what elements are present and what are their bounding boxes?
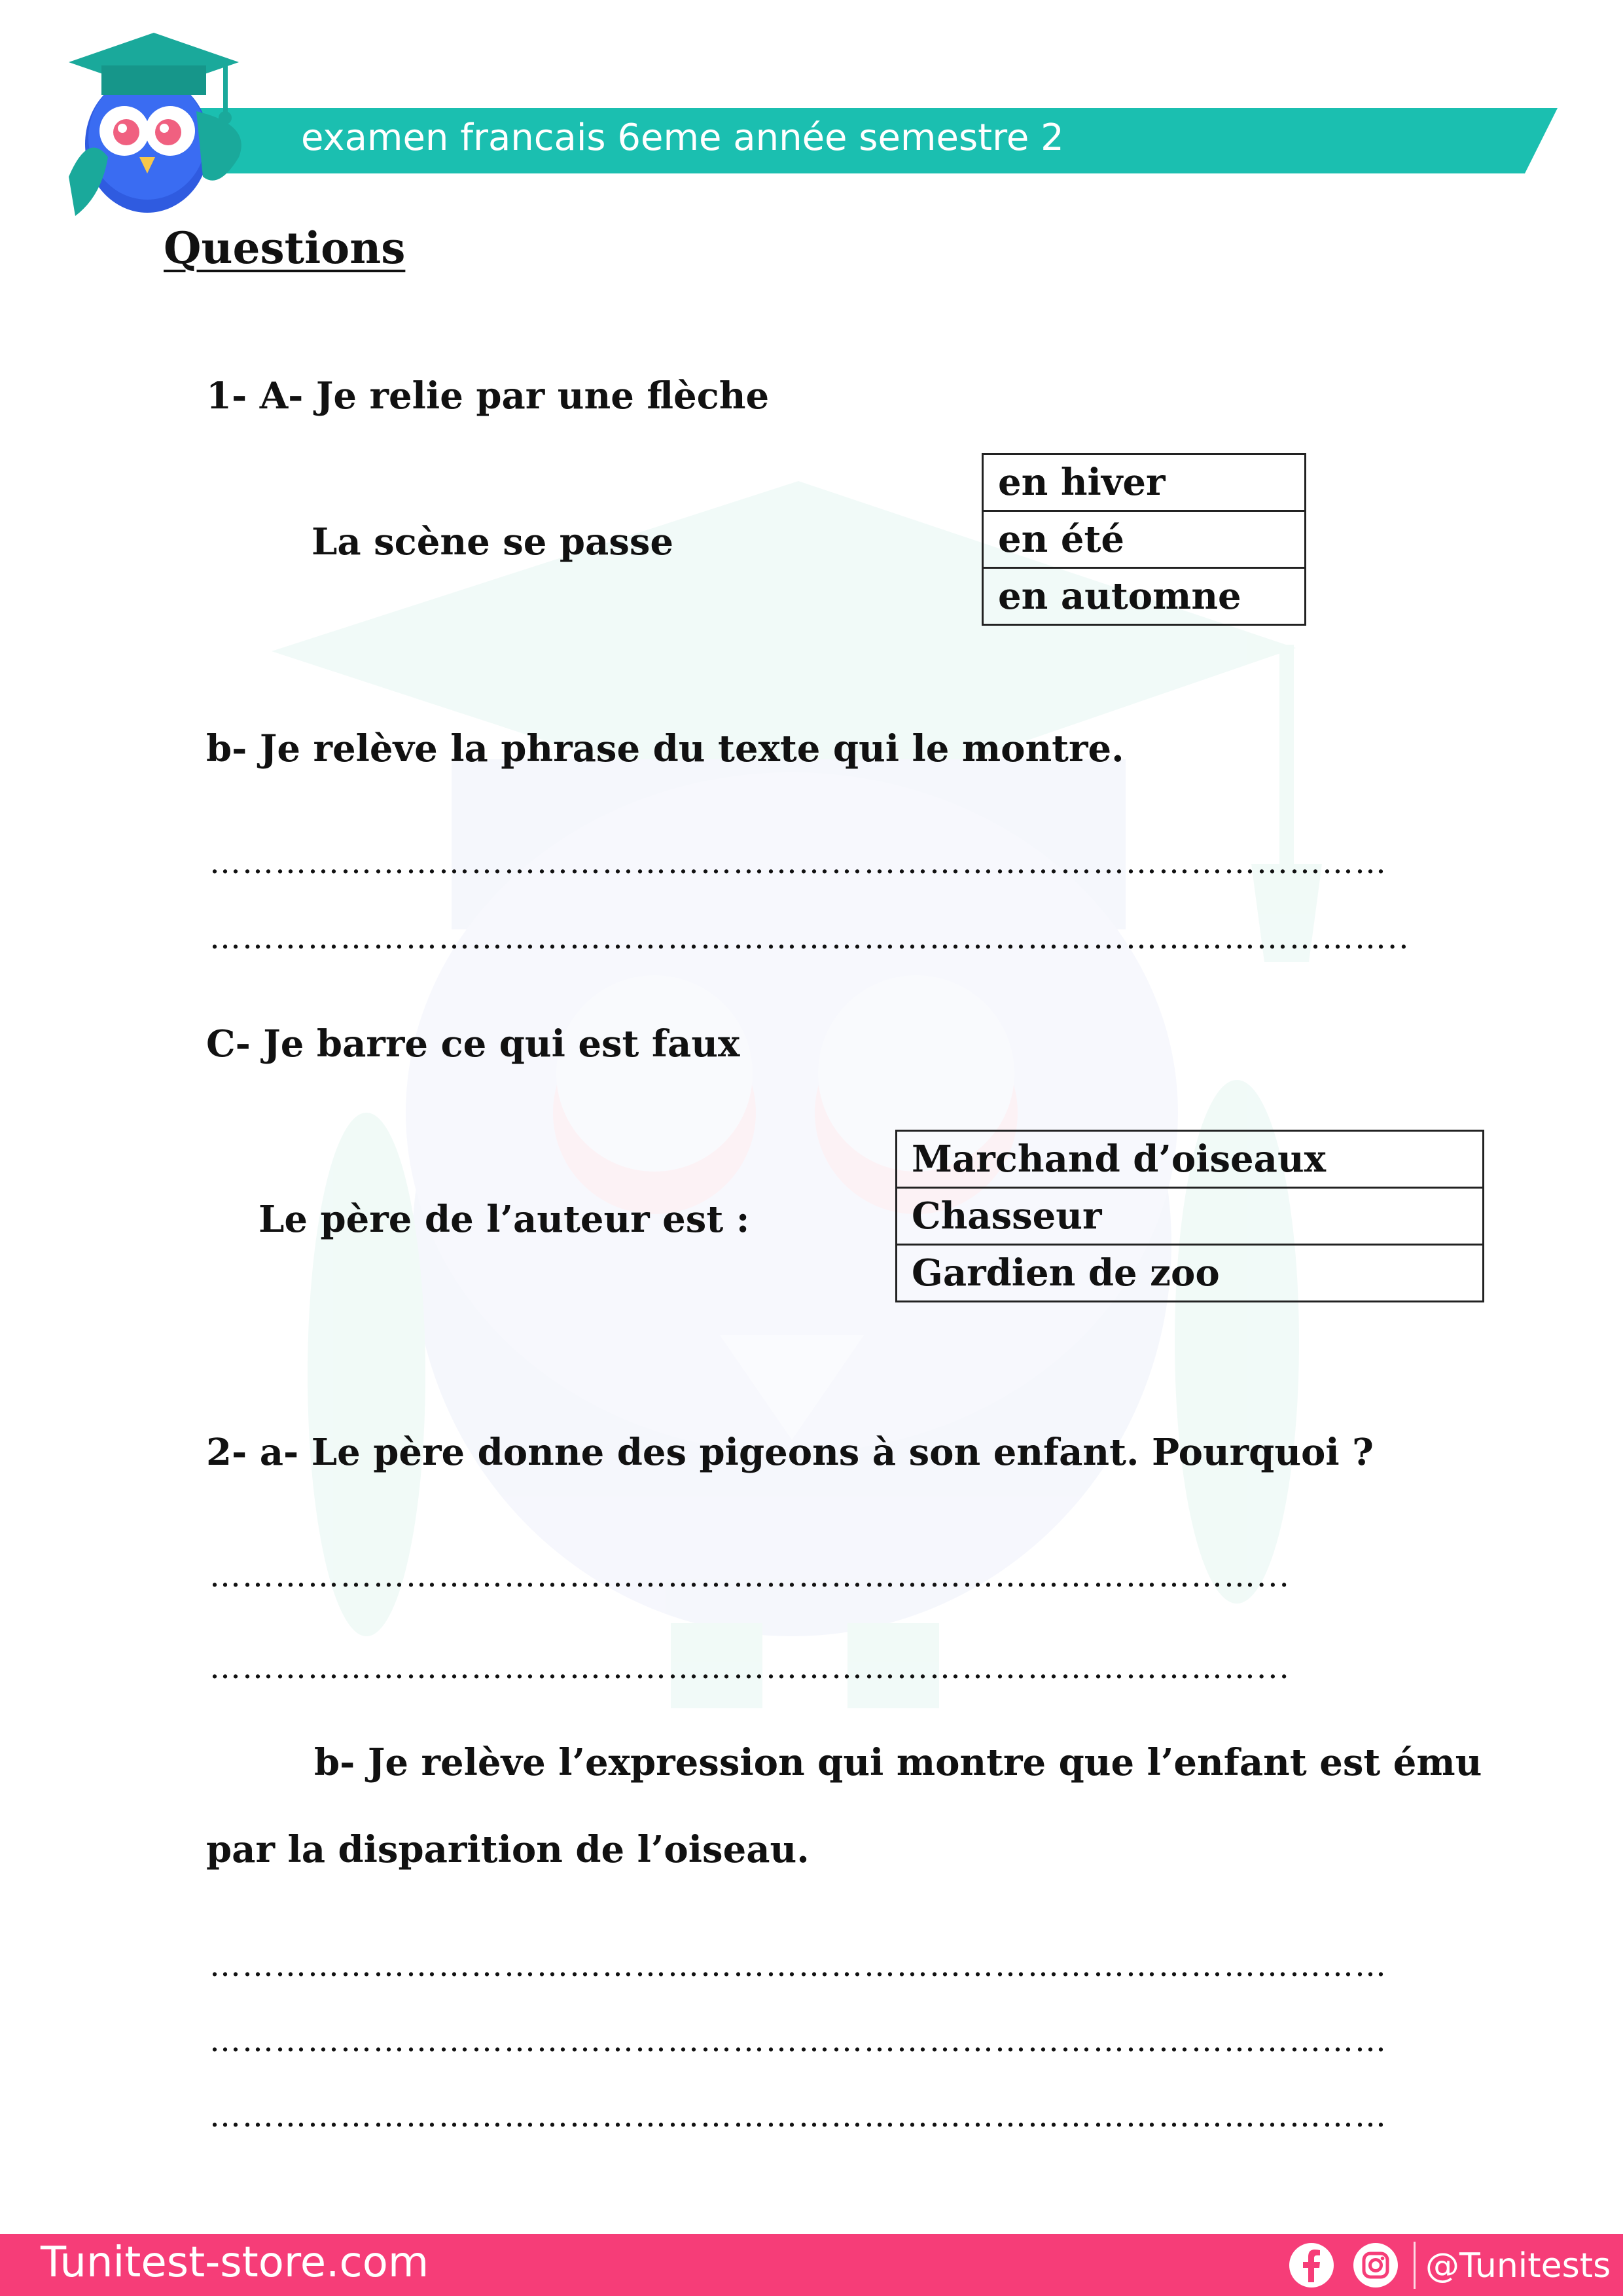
footer-divider <box>1414 2242 1416 2289</box>
q2-b-prompt-line1: b- Je relève l’expression qui montre que l’enfant est ému <box>314 1741 1482 1784</box>
father-option[interactable]: Marchand d’oiseaux <box>897 1131 1484 1188</box>
father-option[interactable]: Gardien de zoo <box>897 1245 1484 1302</box>
father-options-table <box>895 1130 1484 1302</box>
answer-line[interactable]: ……………………………………………………………………………………………… <box>209 2098 1387 2134</box>
q1-b-prompt: b- Je relève la phrase du texte qui le montre. <box>206 727 1124 770</box>
q1-a-prompt: 1- A- Je relie par une flèche <box>206 374 770 418</box>
season-options-table <box>982 453 1306 626</box>
answer-line[interactable]: ……………………………………………………………………………………………… <box>209 2022 1387 2059</box>
answer-line[interactable]: ……………………………………………………………………………………………… <box>209 1947 1387 1984</box>
q1-a-label: La scène se passe <box>312 520 674 564</box>
footer-site-link[interactable]: Tunitest-store.com <box>41 2238 429 2287</box>
q2-a-prompt: 2- a- Le père donne des pigeons à son enfant. Pourquoi ? <box>206 1431 1374 1474</box>
answer-line[interactable]: ……………………………………………………………………………………………….. <box>209 920 1410 956</box>
q2-b-prompt-line2: par la disparition de l’oiseau. <box>206 1828 810 1871</box>
section-heading: Questions <box>164 223 406 274</box>
father-option[interactable]: Chasseur <box>897 1188 1484 1245</box>
owl-logo-icon <box>62 26 259 223</box>
season-option[interactable]: en hiver <box>983 454 1306 511</box>
header-title: examen francais 6eme année semestre 2 <box>301 117 1064 159</box>
answer-line[interactable]: ……………………………………………………………………………………………… <box>209 844 1387 881</box>
answer-line[interactable]: ……………………………………………………………………………………... <box>209 1558 1291 1594</box>
instagram-icon[interactable] <box>1352 2242 1399 2289</box>
facebook-icon[interactable] <box>1288 2242 1335 2289</box>
footer-social-handle[interactable]: @Tunitests <box>1425 2246 1611 2286</box>
q1-c-label: Le père de l’auteur est : <box>259 1198 750 1241</box>
season-option[interactable]: en automne <box>983 568 1306 625</box>
q1-c-prompt: C- Je barre ce qui est faux <box>206 1022 740 1066</box>
season-option[interactable]: en été <box>983 511 1306 568</box>
answer-line[interactable]: ……………………………………………………………………………………... <box>209 1649 1291 1686</box>
